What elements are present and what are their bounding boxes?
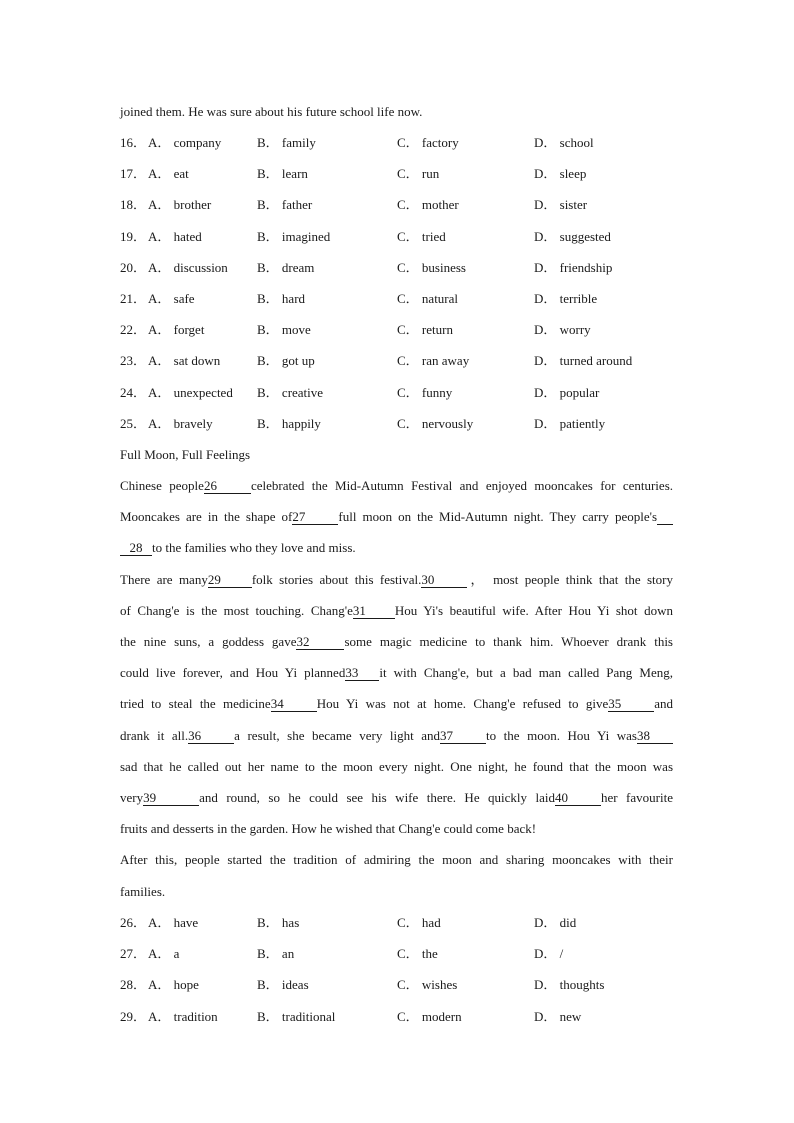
option-a[interactable]: A． eat [148, 166, 189, 182]
answer-blank: 40 [555, 790, 601, 806]
option-d[interactable]: D． worry [534, 322, 591, 338]
question-number: 20． [120, 259, 147, 275]
option-b[interactable]: B． move [257, 322, 311, 338]
option-d[interactable]: D． turned around [534, 353, 633, 369]
question-row [120, 166, 680, 182]
option-b[interactable]: B． ideas [257, 977, 309, 993]
passage-line: could live forever, and Hou Yi planned33 it with Chang'e, but a bad man called Pang Meng, [120, 665, 673, 680]
option-a[interactable]: A． unexpected [148, 384, 233, 400]
option-c[interactable]: C． return [397, 322, 453, 338]
option-c[interactable]: C． factory [397, 135, 459, 150]
option-a[interactable]: A． tradition [148, 1008, 218, 1024]
question-row [120, 229, 680, 245]
question-number: 27． [120, 946, 147, 962]
question-row [120, 915, 680, 931]
option-b[interactable]: B． has [257, 915, 300, 930]
option-a[interactable]: A． bravely [148, 415, 213, 431]
question-number: 26． [120, 915, 147, 930]
answer-blank: 26 [204, 478, 251, 494]
option-d[interactable]: D． sleep [534, 166, 587, 182]
question-number: 18． [120, 197, 147, 213]
option-c[interactable]: C． ran away [397, 353, 470, 369]
option-c[interactable]: C． nervously [397, 415, 474, 431]
question-number: 21． [120, 291, 147, 306]
answer-blank: 38 [637, 728, 673, 744]
option-b[interactable]: B． hard [257, 291, 306, 306]
option-a[interactable]: A． discussion [148, 259, 228, 275]
option-a[interactable]: A． have [148, 915, 199, 930]
answer-blank: 28 [120, 540, 152, 556]
question-number: 29． [120, 1008, 147, 1024]
option-d[interactable]: D． friendship [534, 259, 613, 275]
question-number: 28． [120, 977, 147, 993]
option-a[interactable]: A． forget [148, 322, 205, 338]
option-c[interactable]: C． natural [397, 291, 459, 306]
passage-title: Full Moon, Full Feelings [120, 447, 251, 462]
answer-blank [657, 509, 673, 525]
question-row [120, 946, 680, 962]
option-b[interactable]: B． an [257, 946, 295, 962]
option-a[interactable]: A． hated [148, 228, 202, 244]
option-d[interactable]: D． thoughts [534, 977, 605, 993]
question-number: 19． [120, 228, 147, 244]
option-d[interactable]: D． suggested [534, 228, 611, 244]
question-row [120, 353, 680, 369]
option-c[interactable]: C． funny [397, 384, 453, 400]
passage-line: There are many29 folk stories about this festival.30 ， most people think that the story [120, 572, 674, 587]
answer-blank: 31 [353, 603, 395, 619]
option-a[interactable]: A． hope [148, 977, 199, 993]
question-row [120, 291, 680, 307]
passage-line: fruits and desserts in the garden. How he wished that Chang'e could come back! [120, 821, 537, 836]
option-b[interactable]: B． traditional [257, 1008, 336, 1024]
option-b[interactable]: B． learn [257, 166, 308, 182]
option-c[interactable]: C． had [397, 915, 441, 930]
option-d[interactable]: D． new [534, 1008, 582, 1024]
option-d[interactable]: D． patiently [534, 415, 606, 431]
question-number: 17． [120, 166, 147, 182]
option-b[interactable]: B． dream [257, 259, 315, 275]
passage-line: Chinese people26 celebrated the Mid-Autumn Festival and enjoyed mooncakes for centuries. [120, 478, 673, 493]
option-b[interactable]: B． father [257, 197, 313, 213]
intro-tail-text: joined them. He was sure about his future school life now. [120, 104, 423, 119]
question-number: 16． [120, 135, 147, 150]
option-c[interactable]: C． business [397, 259, 466, 275]
answer-blank: 35 [608, 696, 654, 712]
option-a[interactable]: A． company [148, 135, 222, 150]
option-d[interactable]: D． school [534, 135, 594, 150]
option-c[interactable]: C． wishes [397, 977, 458, 993]
passage-line: After this, people started the tradition of admiring the moon and sharing mooncakes with their [120, 852, 673, 867]
option-c[interactable]: C． mother [397, 197, 459, 213]
question-row [120, 1009, 680, 1025]
question-row [120, 977, 680, 993]
option-d[interactable]: D． popular [534, 384, 600, 400]
answer-blank: 29 [208, 572, 252, 588]
option-d[interactable]: D． did [534, 915, 577, 930]
option-b[interactable]: B． family [257, 135, 316, 150]
option-c[interactable]: C． the [397, 946, 438, 962]
question-row [120, 322, 680, 338]
passage-line: tried to steal the medicine34 Hou Yi was not at home. Chang'e refused to give35 and [120, 696, 673, 711]
question-row [120, 197, 680, 213]
question-row [120, 416, 680, 432]
answer-blank: 32 [296, 634, 344, 650]
answer-blank: 37 [440, 728, 486, 744]
option-c[interactable]: C． modern [397, 1008, 462, 1024]
option-d[interactable]: D． sister [534, 197, 588, 213]
answer-blank: 27 [292, 509, 338, 525]
passage-line: sad that he called out her name to the moon every night. One night, he found that the moon was [120, 759, 673, 774]
option-a[interactable]: A． sat down [148, 353, 221, 369]
question-number: 22． [120, 322, 147, 338]
option-a[interactable]: A． a [148, 946, 180, 962]
passage-line: the nine suns, a goddess gave32 some magic medicine to thank him. Whoever drank this [120, 634, 673, 649]
question-row [120, 135, 680, 151]
passage-line: 28 to the families who they love and miss. [120, 540, 356, 556]
question-number: 24． [120, 384, 147, 400]
answer-blank: 36 [188, 728, 234, 744]
question-number: 25． [120, 415, 147, 431]
passage-line: very39 and round, so he could see his wife there. He quickly laid40 her favourite [120, 790, 673, 805]
passage-line: of Chang'e is the most touching. Chang'e31 Hou Yi's beautiful wife. After Hou Yi shot down [120, 603, 673, 618]
question-number: 23． [120, 353, 147, 369]
option-b[interactable]: B． imagined [257, 228, 331, 244]
option-c[interactable]: C． tried [397, 228, 446, 244]
answer-blank: 39 [143, 790, 199, 806]
option-d[interactable]: D． terrible [534, 291, 598, 306]
option-b[interactable]: B． creative [257, 384, 324, 400]
answer-blank: 30 [421, 572, 467, 588]
passage-line: families. [120, 884, 166, 899]
question-row [120, 385, 680, 401]
option-a[interactable]: A． brother [148, 197, 212, 213]
passage-line: Mooncakes are in the shape of27 full moon on the Mid-Autumn night. They carry people's [120, 509, 673, 525]
answer-blank: 34 [271, 696, 317, 712]
question-row [120, 260, 680, 276]
answer-blank: 33 [345, 665, 379, 681]
option-d[interactable]: D． / [534, 946, 564, 962]
passage-line: drank it all.36 a result, she became very light and37 to the moon. Hou Yi was38 [120, 728, 673, 744]
option-c[interactable]: C． run [397, 166, 440, 182]
option-a[interactable]: A． safe [148, 291, 195, 306]
option-b[interactable]: B． happily [257, 415, 321, 431]
option-b[interactable]: B． got up [257, 353, 315, 369]
